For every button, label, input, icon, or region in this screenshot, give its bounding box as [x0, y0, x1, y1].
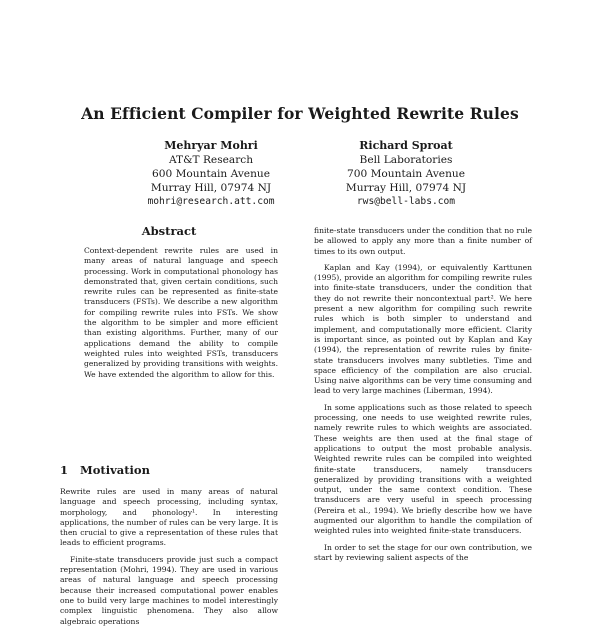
- paper-title: An Efficient Compiler for Weighted Rewrite Rules: [81, 104, 519, 123]
- body-paragraph: Rewrite rules are used in many areas of natural language and speech processing, including syntax, morphology, and phonology¹. In interesting applications, the number of rules can be very large. It is then crucial to give a representation of these rules that leads to efficient programs.: [60, 487, 278, 548]
- author-name: Mehryar Mohri: [164, 139, 258, 152]
- author-email: rws@bell-labs.com: [356, 196, 456, 207]
- section-heading-motivation: [60, 463, 278, 477]
- left-column-body: [60, 487, 278, 627]
- body-paragraph: Kaplan and Kay (1994), or equivalently Karttunen (1995), provide an algorithm for compiling rewrite rules into finite-state transducers, under the condition that they do not rewrite their noncontextual part². We here present a new algorithm for compiling such rewrite rules which is both simpler to understand and implement, and computationally more efficient. Clarity is important since, as pointed out by Kaplan and Kay (1994), the representation of rewrite rules by finite-state transducers involves many subtleties. Time and space efficiency of the compilation are also crucial. Using naive algorithms can be very time consuming and lead to very large machines (Liberman, 1994).: [314, 262, 532, 396]
- author-name: Richard Sproat: [359, 139, 453, 152]
- body-paragraph: finite-state transducers under the condition that no rule be allowed to apply any more than a finite number of times to its own output.: [314, 226, 532, 256]
- right-column-body: [314, 226, 532, 563]
- section-number: 1: [60, 463, 69, 477]
- body-paragraph: In order to set the stage for our own contribution, we start by reviewing salient aspects of the: [314, 542, 532, 562]
- author-city: Murray Hill, 07974 NJ: [150, 182, 272, 194]
- abstract-text: Context-dependent rewrite rules are used in many areas of natural language and speech processing. Work in computational phonology has demonstrated that, given certain conditions, such rewrite rules can be represented as finite-state transducers (FSTs). We describe a new algorithm for compiling rewrite rules into FSTs. We show the algorithm to be simpler and more efficient than existing algorithms. Further, many of our applications demand the ability to compile weighted rules into weighted FSTs, transducers generalized by providing transitions with weights. We have extended the algorithm to allow for this.: [84, 246, 278, 379]
- author-affiliation: AT&T Research: [168, 154, 254, 166]
- author-street: 600 Mountain Avenue: [151, 168, 270, 180]
- body-paragraph: Finite-state transducers provide just such a compact representation (Mohri, 1994). They are used in various areas of natural language and speech processing because their increased computational power enables one to build very large machines to model interestingly complex linguistic phenomena. They also allow algebraic operations: [60, 554, 278, 626]
- body-paragraph: In some applications such as those related to speech processing, one needs to use weighted rewrite rules, namely rewrite rules to which weights are associated. These weights are then used at the final stage of applications to output the most probable analysis. Weighted rewrite rules can be compiled into weighted finite-state transducers, namely transducers generalized by providing transitions with a weighted output, under the same context condition. These transducers are very useful in speech processing (Pereira et al., 1994). We briefly describe how we have augmented our algorithm to handle the compilation of weighted rules into weighted finite-state transducers.: [314, 402, 532, 536]
- author-affiliation: Bell Laboratories: [359, 154, 453, 166]
- author-block-sproat: [311, 139, 501, 209]
- section-title: Motivation: [80, 463, 150, 477]
- author-block-mohri: [116, 139, 306, 209]
- author-street: 700 Mountain Avenue: [346, 168, 465, 180]
- author-email: mohri@research.att.com: [147, 196, 275, 207]
- author-city: Murray Hill, 07974 NJ: [345, 182, 467, 194]
- abstract-heading: Abstract: [141, 224, 197, 238]
